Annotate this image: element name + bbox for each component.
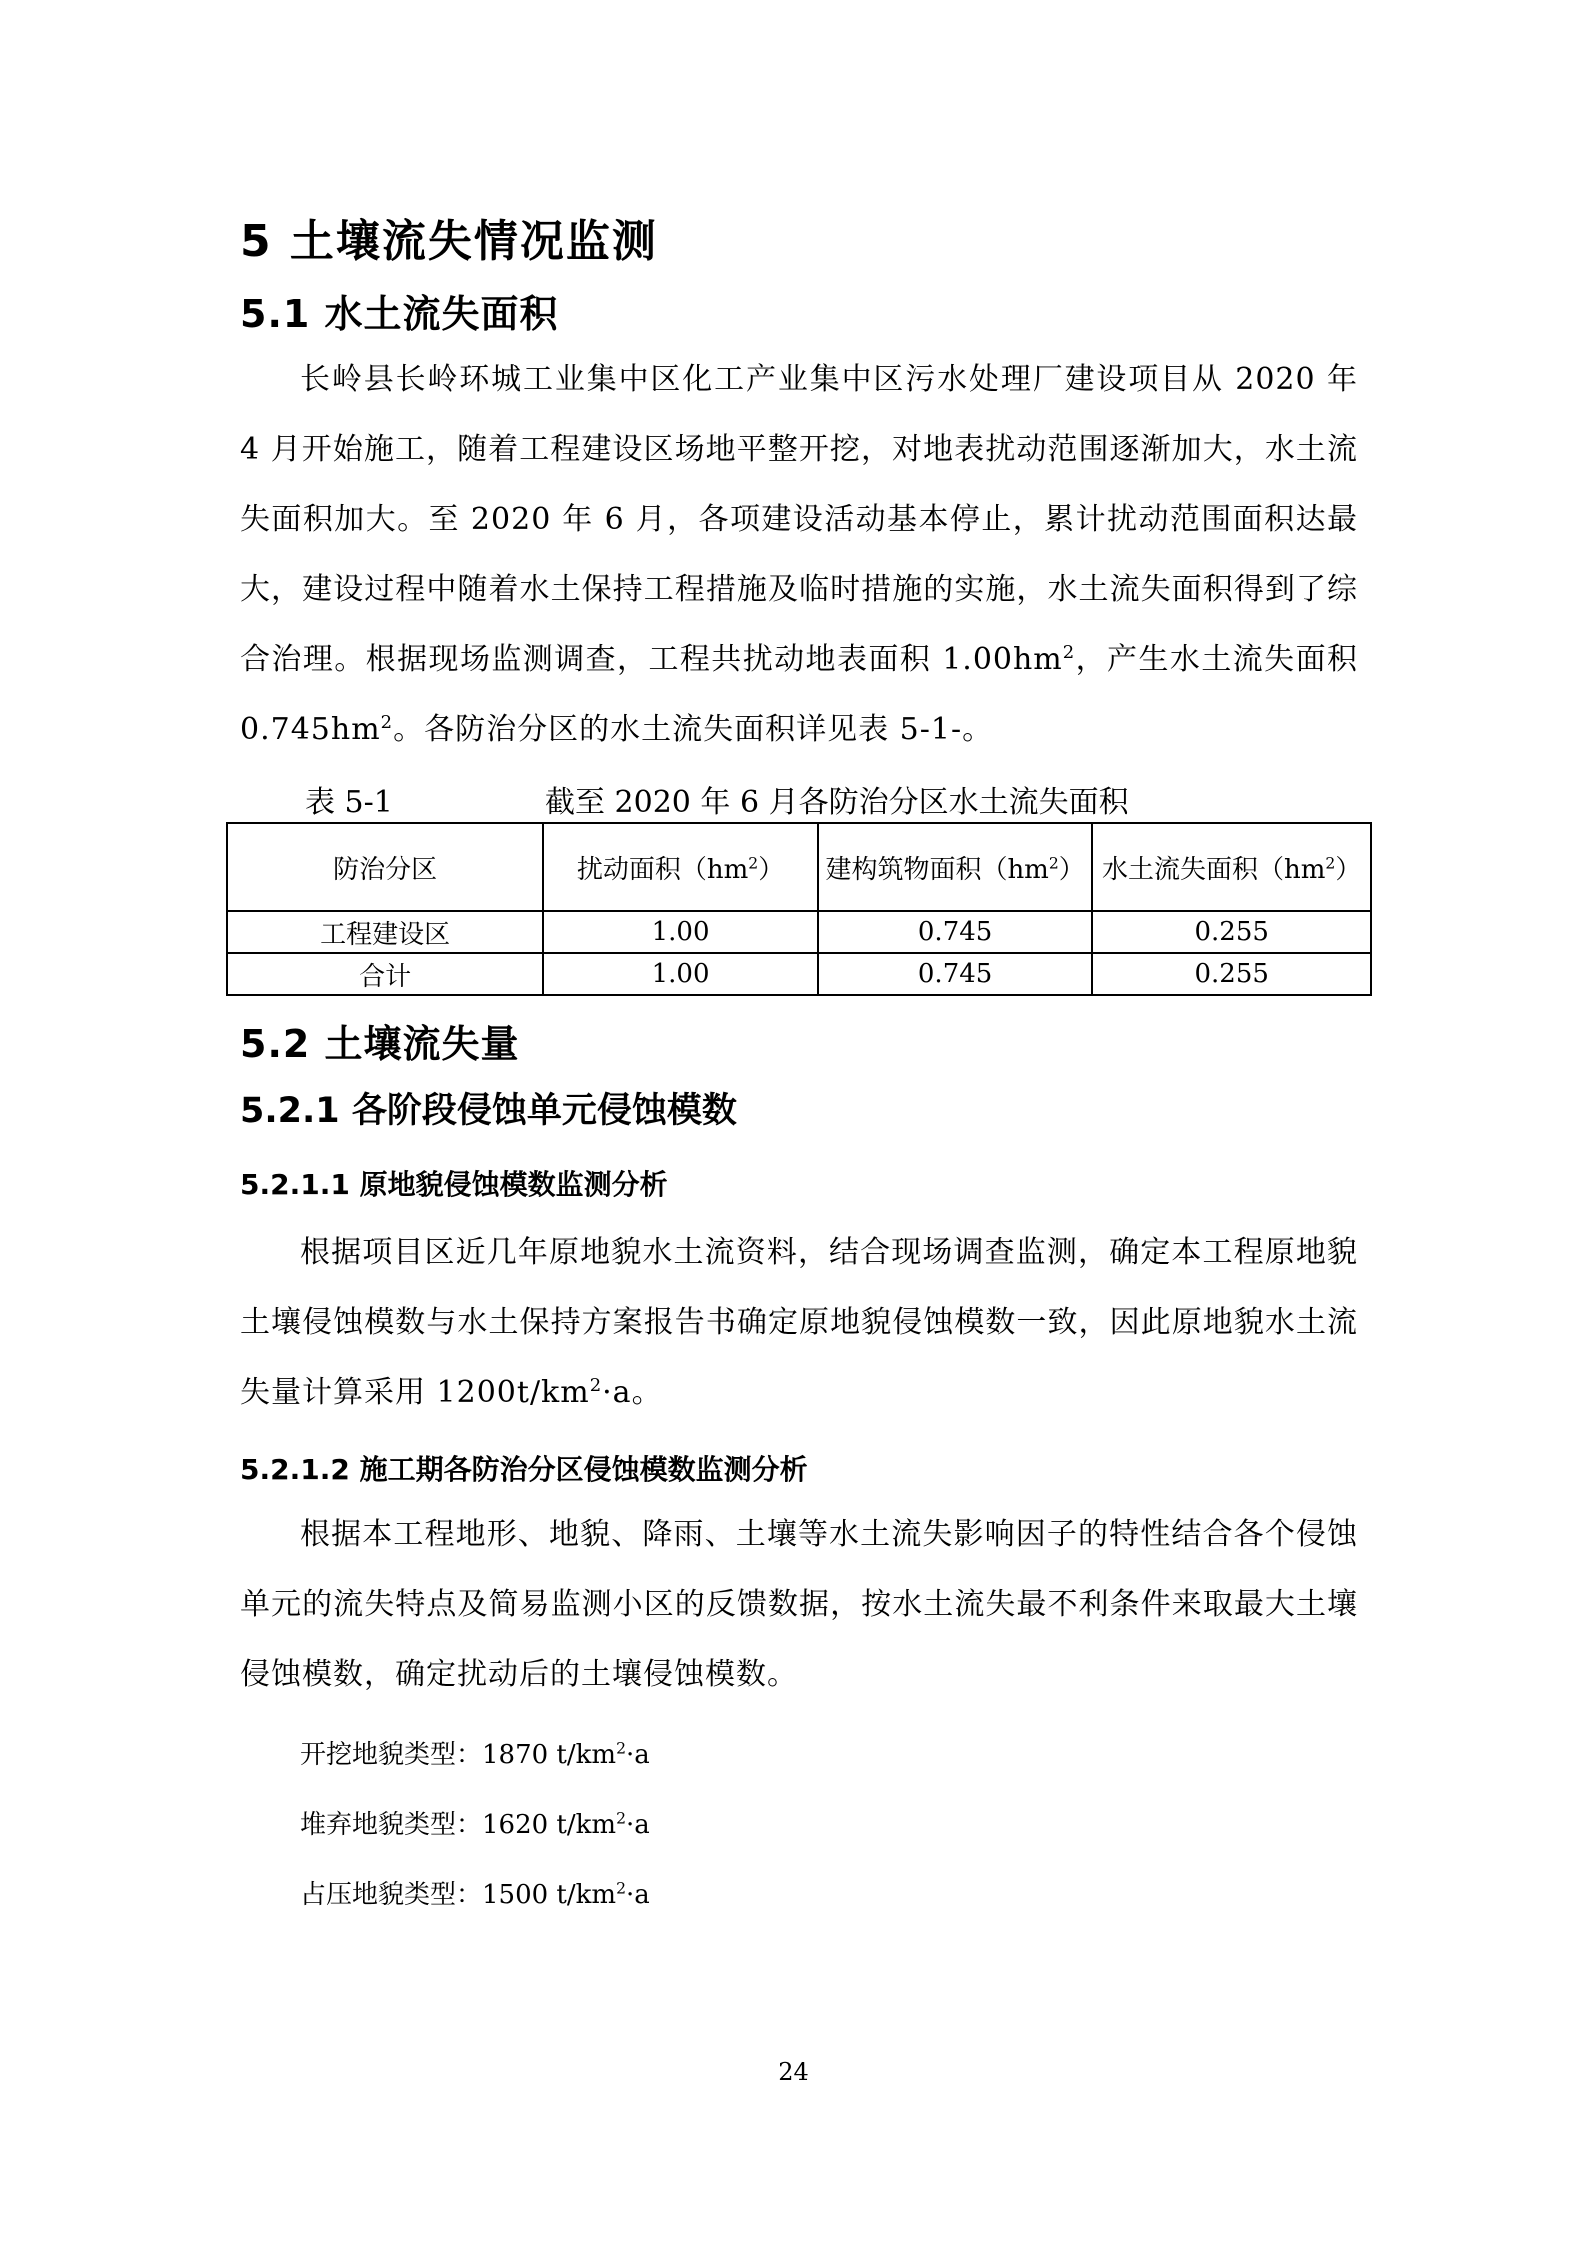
erosion-area-table	[226, 822, 1372, 996]
erosion-type-text: 堆弃地貌类型：1620 t/km	[300, 1810, 617, 1840]
table-header-cell	[543, 823, 818, 911]
page-number: 24	[778, 2058, 809, 2086]
table-header-cell	[818, 823, 1093, 911]
paragraph-text: ·a。	[602, 1375, 663, 1410]
paragraph-text: 。各防治分区的水土流失面积详见表 5-1-。	[393, 712, 994, 747]
superscript: 2	[380, 712, 394, 733]
erosion-type-text: 占压地貌类型：1500 t/km	[300, 1880, 617, 1910]
table-caption-number: 表 5-1	[305, 785, 393, 820]
erosion-type-dumping	[300, 1804, 650, 1841]
table-header-cell	[1092, 823, 1371, 911]
header-close: ）	[1058, 854, 1085, 885]
table-row	[227, 953, 1371, 995]
table-cell: 0.255	[1092, 953, 1371, 995]
section-heading-5-2: 5.2 土壤流失量	[240, 1022, 520, 1066]
erosion-type-excavation	[300, 1734, 650, 1771]
erosion-type-suffix: ·a	[625, 1740, 650, 1770]
subsubsection-heading-5-2-1-1: 5.2.1.1 原地貌侵蚀模数监测分析	[240, 1168, 668, 1201]
superscript: 2	[589, 1375, 603, 1396]
erosion-type-text: 开挖地貌类型：1870 t/km	[300, 1740, 617, 1770]
table-cell: 合计	[227, 953, 543, 995]
table-cell: 0.745	[818, 953, 1093, 995]
table-cell: 0.745	[818, 911, 1093, 953]
paragraph-5-1	[240, 345, 1358, 765]
header-text: 建构筑物面积（hm	[825, 854, 1049, 885]
subsubsection-heading-5-2-1-2: 5.2.1.2 施工期各防治分区侵蚀模数监测分析	[240, 1453, 808, 1486]
superscript: 2	[616, 1809, 626, 1828]
erosion-type-occupation	[300, 1874, 650, 1911]
erosion-type-suffix: ·a	[625, 1880, 650, 1910]
table-header-cell	[227, 823, 543, 911]
header-close: ）	[758, 854, 785, 885]
header-text: 扰动面积（hm	[576, 854, 749, 885]
header-text: 防治分区	[333, 854, 438, 885]
superscript: 2	[616, 1739, 626, 1758]
header-close: ）	[1335, 854, 1362, 885]
paragraph-5-2-1-1	[240, 1218, 1358, 1428]
table-caption-title: 截至 2020 年 6 月各防治分区水土流失面积	[545, 785, 1129, 820]
table-cell: 0.255	[1092, 911, 1371, 953]
superscript: 2	[748, 853, 759, 872]
superscript: 2	[1062, 642, 1076, 663]
header-text: 水土流失面积（hm	[1102, 854, 1326, 885]
paragraph-text: ，产生水土流失面积 0.745hm	[240, 642, 1358, 747]
paragraph-text: 根据项目区近几年原地貌水土流资料，结合现场调查监测，确定本工程原地貌土壤侵蚀模数与水土保持方案报告书确定原地貌侵蚀模数一致，因此原地貌水土流失量计算采用 1200t/km	[240, 1235, 1358, 1410]
chapter-heading: 5 土壤流失情况监测	[240, 216, 658, 267]
table-cell: 工程建设区	[227, 911, 543, 953]
table-row	[227, 911, 1371, 953]
paragraph-5-2-1-2: 根据本工程地形、地貌、降雨、土壤等水土流失影响因子的特性结合各个侵蚀单元的流失特点及简易监测小区的反馈数据，按水土流失最不利条件来取最大土壤侵蚀模数，确定扰动后的土壤侵蚀模数。	[240, 1517, 1358, 1692]
subsection-heading-5-2-1: 5.2.1 各阶段侵蚀单元侵蚀模数	[240, 1091, 737, 1131]
superscript: 2	[616, 1879, 626, 1898]
table-header-row	[227, 823, 1371, 911]
superscript: 2	[1048, 853, 1059, 872]
table-cell: 1.00	[543, 953, 818, 995]
section-heading-5-1: 5.1 水土流失面积	[240, 292, 559, 336]
superscript: 2	[1325, 853, 1336, 872]
paragraph-text: 长岭县长岭环城工业集中区化工产业集中区污水处理厂建设项目从 2020 年 4 月开始施工，随着工程建设区场地平整开挖，对地表扰动范围逐渐加大，水土流失面积加大。至 2020 年 6 月，各项建设活动基本停止，累计扰动范围面积达最大，建设过程中随着水土保持工程措施及临时措施的实施，水土流失面积得到了综合治理。根据现场监测调查，工程共扰动地表面积 1.00hm	[240, 362, 1358, 677]
table-cell: 1.00	[543, 911, 818, 953]
erosion-type-suffix: ·a	[625, 1810, 650, 1840]
